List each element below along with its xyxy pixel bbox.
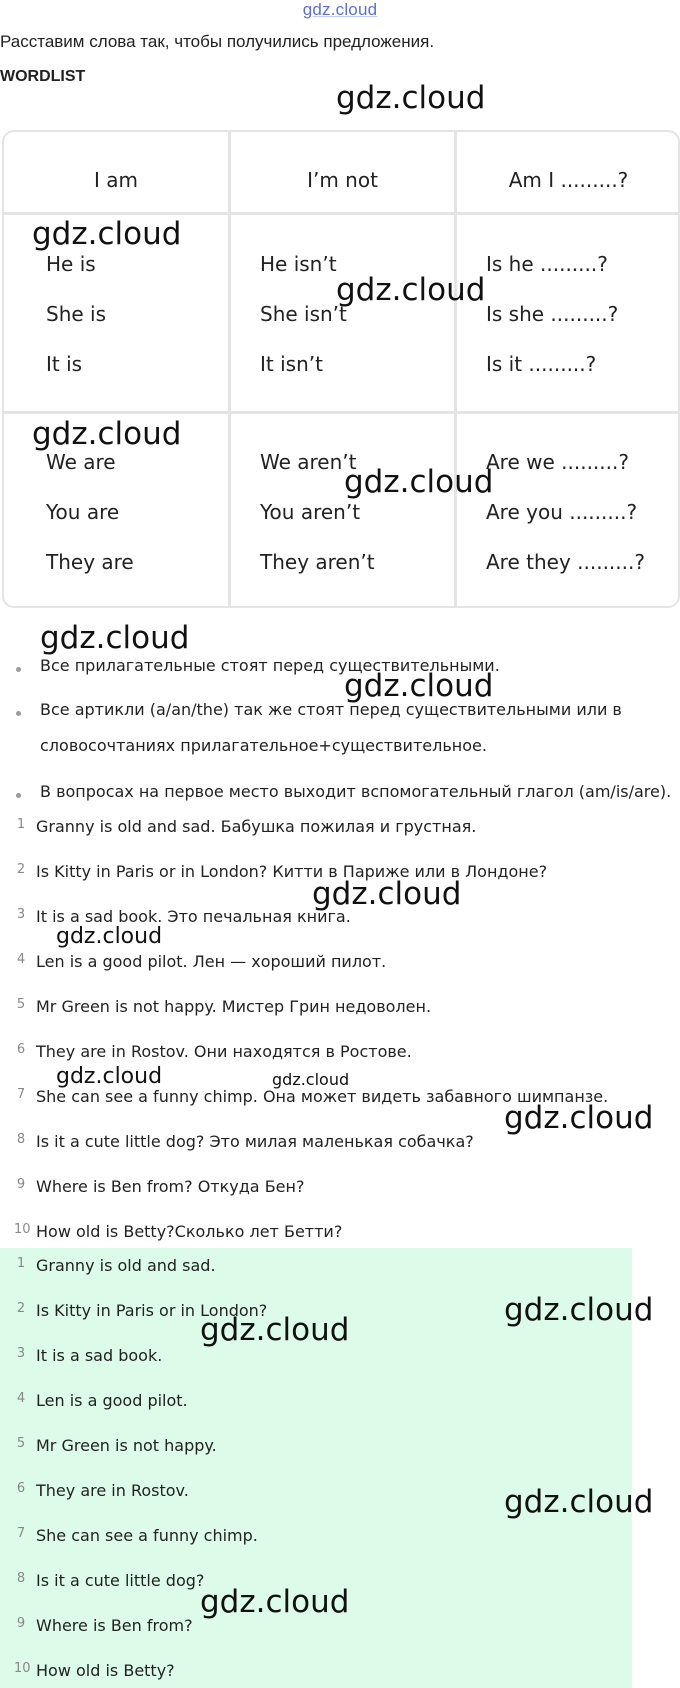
rule-item: Все прилагательные стоят перед существительными.	[40, 656, 500, 675]
item-text: Is Kitty in Paris or in London? Китти в Париже или в Лондоне?	[36, 862, 548, 881]
item-text: It is a sad book.	[36, 1346, 163, 1365]
item-number: 5	[16, 1436, 26, 1451]
item-number: 1	[16, 817, 26, 832]
grammar-table	[2, 130, 680, 608]
item-text: She can see a funny chimp.	[36, 1526, 258, 1545]
item-number: 4	[16, 1391, 26, 1406]
item-number: 6	[16, 1042, 26, 1057]
item-number: 10	[14, 1661, 31, 1676]
table-cell: You are	[46, 500, 120, 524]
table-cell: It isn’t	[260, 352, 323, 376]
watermark: gdz.cloud	[272, 1070, 350, 1089]
wordlist-heading: WORDLIST	[0, 68, 86, 85]
watermark: gdz.cloud	[344, 464, 494, 500]
watermark: gdz.cloud	[40, 620, 190, 656]
watermark: gdz.cloud	[200, 1312, 350, 1348]
item-text: Mr Green is not happy. Мистер Грин недоволен.	[36, 997, 432, 1016]
watermark: gdz.cloud	[336, 272, 486, 308]
table-divider-horizontal	[4, 212, 678, 215]
table-cell: It is	[46, 352, 83, 376]
table-cell: She is	[46, 302, 107, 326]
item-text: Where is Ben from? Откуда Бен?	[36, 1177, 305, 1196]
item-text: She can see a funny chimp. Она может видеть забавного шимпанзе.	[36, 1087, 609, 1106]
table-cell: They aren’t	[260, 550, 375, 574]
site-logo[interactable]: gdz.cloud	[302, 0, 378, 19]
item-text: Where is Ben from?	[36, 1616, 193, 1635]
table-header-negative: I’m not	[307, 168, 378, 192]
item-text: How old is Betty?	[36, 1661, 175, 1680]
item-number: 3	[16, 1346, 26, 1361]
watermark: gdz.cloud	[32, 216, 182, 252]
table-cell: Is it .........?	[486, 352, 597, 376]
item-number: 7	[16, 1526, 26, 1541]
watermark: gdz.cloud	[504, 1484, 654, 1520]
item-text: Granny is old and sad. Бабушка пожилая и грустная.	[36, 817, 477, 836]
item-number: 9	[16, 1177, 26, 1192]
table-cell: They are	[46, 550, 134, 574]
table-cell: We aren’t	[260, 450, 357, 474]
watermark: gdz.cloud	[344, 668, 494, 704]
task-instruction: Расставим слова так, чтобы получились предложения.	[0, 32, 435, 51]
table-cell: We are	[46, 450, 116, 474]
watermark: gdz.cloud	[56, 1064, 163, 1089]
table-cell: Are you .........?	[486, 500, 638, 524]
item-number: 4	[16, 952, 26, 967]
watermark: gdz.cloud	[504, 1100, 654, 1136]
rule-item: В вопросах на первое место выходит вспомогательный глагол (am/is/are).	[40, 782, 672, 801]
item-text: They are in Rostov. Они находятся в Ростове.	[36, 1042, 412, 1061]
table-cell: Is he .........?	[486, 252, 608, 276]
item-number: 6	[16, 1481, 26, 1496]
item-number: 5	[16, 997, 26, 1012]
item-text: Is it a cute little dog? Это милая маленькая собачка?	[36, 1132, 474, 1151]
table-divider-vertical	[228, 132, 231, 606]
watermark: gdz.cloud	[336, 80, 486, 116]
item-text: Len is a good pilot. Лен — хороший пилот.	[36, 952, 387, 971]
item-number: 2	[16, 862, 26, 877]
item-text: Is it a cute little dog?	[36, 1571, 205, 1590]
item-number: 10	[14, 1222, 31, 1237]
rule-item-continuation: словосочтаниях прилагательное+существительное.	[40, 736, 487, 755]
item-number: 1	[16, 1256, 26, 1271]
table-cell: Are they .........?	[486, 550, 645, 574]
bullet-icon	[16, 793, 21, 798]
bullet-icon	[16, 711, 21, 716]
watermark: gdz.cloud	[56, 924, 163, 949]
bullet-icon	[16, 667, 21, 672]
table-header-question: Am I .........?	[508, 168, 629, 192]
watermark: gdz.cloud	[312, 876, 462, 912]
item-text: They are in Rostov.	[36, 1481, 189, 1500]
item-text: Len is a good pilot.	[36, 1391, 188, 1410]
watermark: gdz.cloud	[200, 1584, 350, 1620]
item-text: Granny is old and sad.	[36, 1256, 216, 1275]
table-header-affirmative: I am	[94, 168, 138, 192]
table-cell: She isn’t	[260, 302, 347, 326]
table-divider-horizontal	[4, 411, 678, 414]
table-cell: Is she .........?	[486, 302, 619, 326]
item-number: 9	[16, 1616, 26, 1631]
item-text: It is a sad book. Это печальная книга.	[36, 907, 351, 926]
item-text: Mr Green is not happy.	[36, 1436, 217, 1455]
table-cell: Are we .........?	[486, 450, 629, 474]
table-cell: He isn’t	[260, 252, 337, 276]
item-number: 7	[16, 1087, 26, 1102]
item-text: Is Kitty in Paris or in London?	[36, 1301, 268, 1320]
item-number: 8	[16, 1132, 26, 1147]
item-number: 3	[16, 907, 26, 922]
table-divider-vertical	[454, 132, 457, 606]
item-text: How old is Betty?Сколько лет Бетти?	[36, 1222, 343, 1241]
item-number: 2	[16, 1301, 26, 1316]
watermark: gdz.cloud	[504, 1292, 654, 1328]
watermark: gdz.cloud	[32, 416, 182, 452]
table-cell: He is	[46, 252, 96, 276]
item-number: 8	[16, 1571, 26, 1586]
table-cell: You aren’t	[260, 500, 361, 524]
rule-item: Все артикли (a/an/the) так же стоят перед существительными или в	[40, 700, 622, 719]
